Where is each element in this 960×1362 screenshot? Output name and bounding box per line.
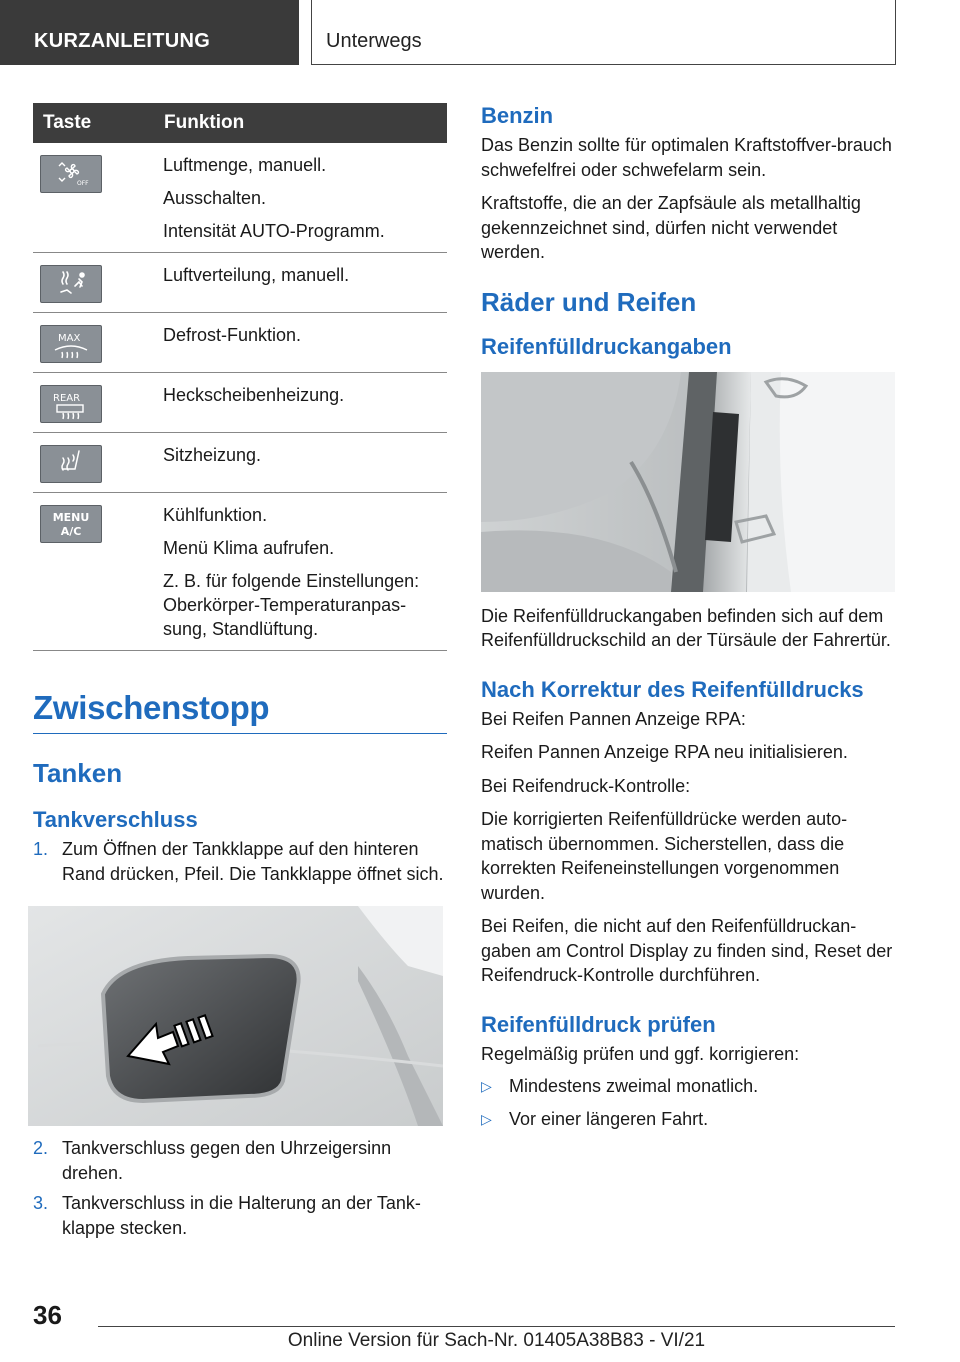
section-title-zwischenstopp: Zwischenstopp bbox=[33, 689, 447, 734]
table-row bbox=[33, 313, 447, 373]
paragraph: Die Reifenfülldruckangaben befinden sich auf dem Reifenfülldruckschild an der Türsäule der Fahrertür. bbox=[481, 605, 891, 650]
bullet-text: Mindestens zweimal monatlich. bbox=[509, 1076, 759, 1096]
row-text: Menü Klima aufrufen. bbox=[163, 538, 335, 558]
heading-reifenfuelldruckangaben: Reifenfülldruckangaben bbox=[481, 333, 732, 359]
check-list bbox=[481, 1074, 895, 1131]
footer-divider bbox=[98, 1326, 895, 1327]
seat-heating-icon bbox=[40, 445, 102, 483]
table-row bbox=[33, 493, 447, 651]
air-distribution-icon bbox=[40, 265, 102, 303]
step-number: 2. bbox=[33, 1138, 49, 1158]
rear-window-heating-icon bbox=[40, 385, 102, 423]
defrost-max-icon bbox=[40, 325, 102, 363]
paragraph: Das Benzin sollte für optimalen Kraftstoffver-brauch schwefelfrei oder schwefelarm sein. bbox=[481, 135, 892, 180]
list-item bbox=[481, 1107, 895, 1132]
footer-version: Online Version für Sach-Nr. 01405A38B83 - VI/21 bbox=[287, 1330, 706, 1351]
heading-tankverschluss: Tankverschluss bbox=[33, 807, 198, 832]
list-item bbox=[481, 1074, 895, 1099]
bullet-triangle-icon: ▷ bbox=[481, 1110, 492, 1127]
svg-text:OFF: OFF bbox=[77, 180, 89, 187]
row-text: Ausschalten. bbox=[163, 188, 267, 208]
heading-raeder-und-reifen: Räder und Reifen bbox=[481, 286, 697, 317]
header-section-tab: KURZANLEITUNG bbox=[0, 0, 299, 65]
heading-tanken: Tanken bbox=[33, 758, 123, 788]
svg-text:MAX: MAX bbox=[58, 333, 81, 344]
list-item bbox=[33, 837, 447, 886]
list-item bbox=[33, 1136, 447, 1185]
row-text: Kühlfunktion. bbox=[163, 505, 268, 525]
table-row bbox=[33, 433, 447, 493]
paragraph: Regelmäßig prüfen und ggf. korrigieren: bbox=[481, 1043, 800, 1064]
table-header-key: Taste bbox=[33, 103, 154, 143]
step-text: Tankverschluss in die Halterung an der Tank-klappe stecken. bbox=[62, 1193, 421, 1238]
fuel-flap-image bbox=[28, 906, 443, 1126]
bullet-text: Vor einer längeren Fahrt. bbox=[509, 1108, 709, 1129]
page-number: 36 bbox=[33, 1300, 62, 1330]
list-item bbox=[33, 1191, 447, 1240]
row-text: Heckscheibenheizung. bbox=[163, 385, 345, 405]
climate-buttons-table bbox=[33, 103, 447, 651]
heading-nach-korrektur: Nach Korrektur des Reifenfülldrucks bbox=[481, 676, 864, 702]
paragraph: Reifen Pannen Anzeige RPA neu initialisieren. bbox=[481, 742, 848, 762]
row-text: Z. B. für folgende Einstellungen: Oberkörper-Temperaturanpas-sung, Standlüftung. bbox=[163, 571, 420, 639]
step-number: 3. bbox=[33, 1193, 49, 1213]
fan-off-icon bbox=[40, 155, 102, 193]
heading-benzin: Benzin bbox=[481, 103, 554, 128]
heading-reifenfuelldruck-pruefen: Reifenfülldruck prüfen bbox=[481, 1011, 716, 1037]
svg-text:REAR: REAR bbox=[53, 393, 81, 404]
door-pillar-image bbox=[481, 372, 895, 592]
paragraph: Bei Reifen Pannen Anzeige RPA: bbox=[481, 708, 746, 729]
paragraph: Bei Reifen, die nicht auf den Reifenfülldruckan-gaben am Control Display zu finden sind, Reset der Reifendruck-Kontrolle durchführen. bbox=[481, 916, 893, 985]
svg-text:MENU: MENU bbox=[52, 511, 90, 524]
row-text: Luftverteilung, manuell. bbox=[163, 265, 350, 285]
row-text: Intensität AUTO-Programm. bbox=[163, 221, 385, 241]
table-row bbox=[33, 373, 447, 433]
table-row bbox=[33, 143, 447, 253]
right-column bbox=[481, 103, 895, 1139]
row-text: Defrost-Funktion. bbox=[163, 325, 302, 345]
menu-ac-icon bbox=[40, 505, 102, 543]
step-number: 1. bbox=[33, 839, 49, 859]
table-header-function: Funktion bbox=[154, 103, 447, 143]
step-text: Tankverschluss gegen den Uhrzeigersinn drehen. bbox=[62, 1138, 392, 1183]
svg-text:A/C: A/C bbox=[60, 525, 82, 538]
steps-list-continued bbox=[33, 1136, 447, 1240]
paragraph: Kraftstoffe, die an der Zapfsäule als metallhaltig gekennzeichnet sind, dürfen nicht verwendet werden. bbox=[481, 193, 861, 262]
paragraph: Die korrigierten Reifenfülldrücke werden auto-matisch übernommen. Sicherstellen, dass die korrekten Reifeneinstellungen vorgenommen wurden. bbox=[481, 809, 848, 903]
paragraph: Bei Reifendruck-Kontrolle: bbox=[481, 775, 691, 796]
row-text: Sitzheizung. bbox=[163, 445, 262, 465]
bullet-triangle-icon: ▷ bbox=[481, 1078, 492, 1094]
steps-list bbox=[33, 837, 447, 886]
header-chapter-tab: Unterwegs bbox=[311, 0, 896, 65]
step-text: Zum Öffnen der Tankklappe auf den hinteren Rand drücken, Pfeil. Die Tankklappe öffnet sich. bbox=[62, 839, 444, 884]
table-row bbox=[33, 253, 447, 313]
left-column bbox=[33, 103, 447, 1246]
row-text: Luftmenge, manuell. bbox=[163, 155, 327, 175]
